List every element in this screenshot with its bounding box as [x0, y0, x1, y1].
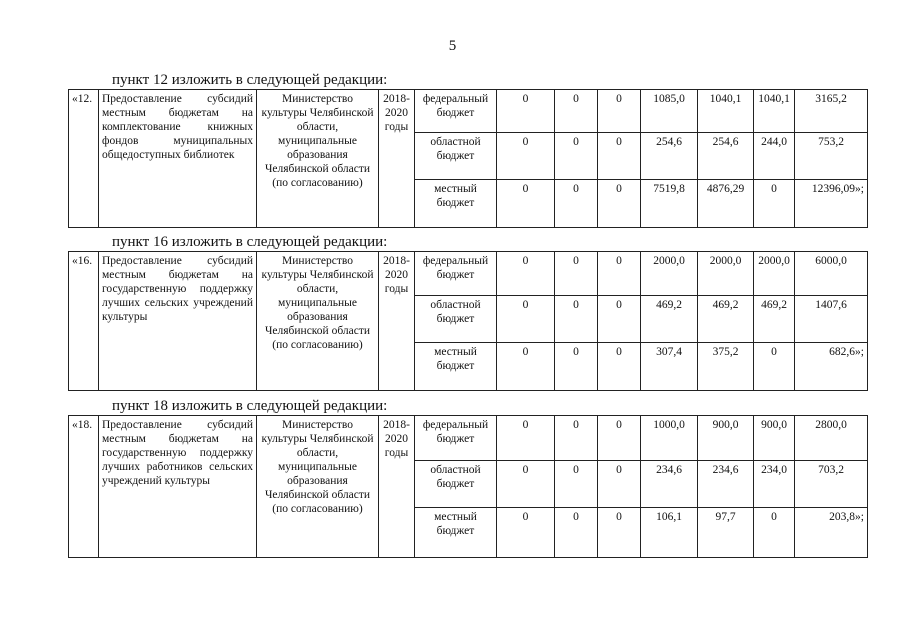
item-executor: Министерство культуры Челябинской области, муниципальные образования Челябинской области (по согласованию)	[257, 416, 379, 558]
value-cell: 0	[555, 461, 598, 508]
item-name: Предоставление субсидий местным бюджетам на государственную поддержку лучших работников сельских учреждений культуры	[99, 416, 257, 558]
funding-source: федеральный бюджет	[415, 90, 497, 133]
total-cell: 1407,6	[795, 296, 868, 343]
value-cell: 469,2	[754, 296, 795, 343]
value-cell: 469,2	[641, 296, 698, 343]
value-cell: 0	[497, 133, 555, 180]
value-cell: 0	[497, 90, 555, 133]
value-cell: 2000,0	[698, 252, 754, 296]
section-table	[68, 89, 868, 228]
section-table	[68, 251, 868, 391]
value-cell: 0	[555, 296, 598, 343]
item-years: 2018-2020 годы	[379, 416, 415, 558]
value-cell: 0	[598, 90, 641, 133]
value-cell: 0	[754, 180, 795, 228]
value-cell: 254,6	[641, 133, 698, 180]
item-executor: Министерство культуры Челябинской области, муниципальные образования Челябинской области (по согласованию)	[257, 90, 379, 228]
value-cell: 0	[598, 296, 641, 343]
value-cell: 254,6	[698, 133, 754, 180]
value-cell: 0	[555, 343, 598, 391]
section-caption: пункт 18 изложить в следующей редакции:	[112, 398, 388, 414]
value-cell: 2000,0	[754, 252, 795, 296]
value-cell: 0	[555, 252, 598, 296]
value-cell: 234,6	[641, 461, 698, 508]
total-cell: 753,2	[795, 133, 868, 180]
value-cell: 375,2	[698, 343, 754, 391]
funding-source: местный бюджет	[415, 508, 497, 558]
value-cell: 0	[598, 461, 641, 508]
value-cell: 0	[497, 252, 555, 296]
value-cell: 0	[555, 180, 598, 228]
section-caption: пункт 12 изложить в следующей редакции:	[112, 72, 388, 88]
total-cell: 6000,0	[795, 252, 868, 296]
value-cell: 1040,1	[698, 90, 754, 133]
funding-source: местный бюджет	[415, 180, 497, 228]
funding-source: федеральный бюджет	[415, 252, 497, 296]
funding-source: областной бюджет	[415, 296, 497, 343]
value-cell: 0	[555, 508, 598, 558]
item-number: «12.	[69, 90, 99, 228]
table-row	[69, 90, 868, 133]
value-cell: 0	[497, 343, 555, 391]
value-cell: 97,7	[698, 508, 754, 558]
value-cell: 244,0	[754, 133, 795, 180]
total-cell: 203,8»;	[795, 508, 868, 558]
item-number: «16.	[69, 252, 99, 391]
value-cell: 0	[598, 252, 641, 296]
value-cell: 1040,1	[754, 90, 795, 133]
value-cell: 0	[497, 508, 555, 558]
total-cell: 703,2	[795, 461, 868, 508]
table-row	[69, 416, 868, 461]
value-cell: 0	[497, 416, 555, 461]
item-years: 2018-2020 годы	[379, 252, 415, 391]
total-cell: 682,6»;	[795, 343, 868, 391]
page-number: 5	[448, 38, 457, 54]
table-row	[69, 252, 868, 296]
item-name: Предоставление субсидий местным бюджетам на комплектование книжных фондов муниципальных общедоступных библиотек	[99, 90, 257, 228]
value-cell: 307,4	[641, 343, 698, 391]
funding-source: областной бюджет	[415, 461, 497, 508]
value-cell: 0	[555, 416, 598, 461]
item-name: Предоставление субсидий местным бюджетам на государственную поддержку лучших сельских учреждений культуры	[99, 252, 257, 391]
funding-source: местный бюджет	[415, 343, 497, 391]
value-cell: 2000,0	[641, 252, 698, 296]
section-table	[68, 415, 868, 558]
value-cell: 0	[598, 180, 641, 228]
value-cell: 469,2	[698, 296, 754, 343]
value-cell: 900,0	[698, 416, 754, 461]
value-cell: 0	[497, 180, 555, 228]
value-cell: 0	[598, 508, 641, 558]
value-cell: 7519,8	[641, 180, 698, 228]
value-cell: 234,0	[754, 461, 795, 508]
total-cell: 3165,2	[795, 90, 868, 133]
value-cell: 0	[754, 508, 795, 558]
funding-source: областной бюджет	[415, 133, 497, 180]
value-cell: 0	[497, 461, 555, 508]
total-cell: 12396,09»;	[795, 180, 868, 228]
section-caption: пункт 16 изложить в следующей редакции:	[112, 234, 388, 250]
value-cell: 234,6	[698, 461, 754, 508]
item-years: 2018-2020 годы	[379, 90, 415, 228]
value-cell: 1000,0	[641, 416, 698, 461]
value-cell: 0	[555, 90, 598, 133]
value-cell: 0	[555, 133, 598, 180]
value-cell: 0	[598, 133, 641, 180]
value-cell: 0	[598, 343, 641, 391]
funding-source: федеральный бюджет	[415, 416, 497, 461]
value-cell: 4876,29	[698, 180, 754, 228]
total-cell: 2800,0	[795, 416, 868, 461]
value-cell: 1085,0	[641, 90, 698, 133]
value-cell: 0	[598, 416, 641, 461]
item-number: «18.	[69, 416, 99, 558]
value-cell: 0	[754, 343, 795, 391]
value-cell: 900,0	[754, 416, 795, 461]
value-cell: 0	[497, 296, 555, 343]
item-executor: Министерство культуры Челябинской области, муниципальные образования Челябинской области (по согласованию)	[257, 252, 379, 391]
value-cell: 106,1	[641, 508, 698, 558]
